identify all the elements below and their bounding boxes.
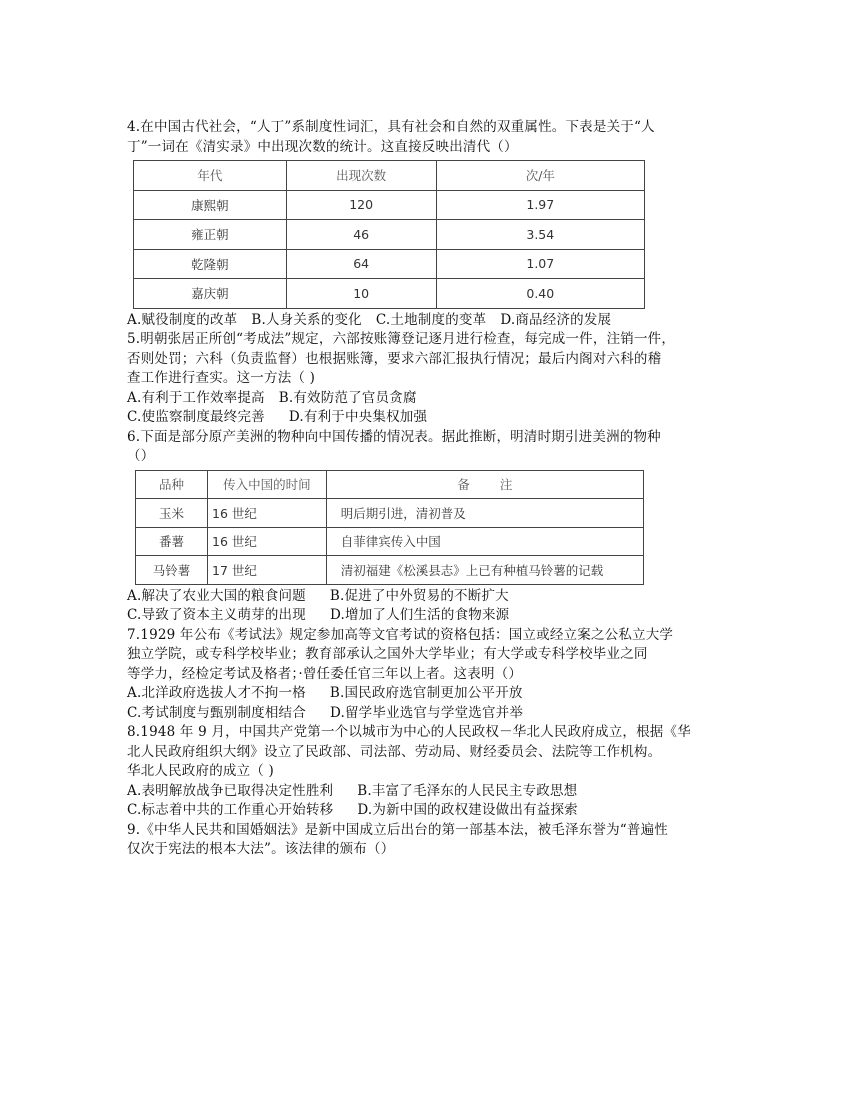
q6-option-c[interactable]: C.导致了资本主义萌芽的出现 [127,607,306,623]
table-row [136,527,644,556]
q7-option-c[interactable]: C.考试制度与甄别制度相结合 [127,704,306,721]
q6-header-time: 传入中国的时间 [208,470,327,499]
q4-option-d[interactable]: D.商品经济的发展 [500,311,612,328]
q6-species-table [135,470,644,585]
q6-cell-time: 16 世纪 [208,499,327,528]
q6-cell-notes: 明后期引进，清初普及 [326,499,643,528]
q6-header-species: 品种 [136,470,208,499]
q9-stem-line-1: 9.《中华人民共和国婚姻法》是新中国成立后出台的第一部基本法，被毛泽东誉为“普遍性 [127,821,668,838]
question-6 [127,428,727,626]
q4-cell-era: 雍正朝 [134,220,287,250]
q8-options-row-2 [127,801,727,821]
question-5 [127,330,727,428]
q6-cell-species: 马铃薯 [136,556,208,585]
exam-page [127,118,727,860]
question-9 [127,821,727,860]
q7-stem-line-2: 独立学院，或专科学校毕业；教育部承认之国外大学毕业；有大学或专科学校毕业之同 [127,646,648,662]
table-row [134,279,645,309]
q5-option-b[interactable]: B.有效防范了官员贪腐 [278,389,417,406]
q6-options-row-1 [127,587,727,607]
q8-stem-line-2: 北人民政府组织大纲》设立了民政部、司法部、劳动局、财经委员会、法院等工作机构。 [127,743,662,760]
q7-stem-line-1: 7.1929 年公布《考试法》规定参加高等文官考试的资格包括：国立或经立案之公私立大学 [127,626,674,643]
q5-option-d[interactable]: D.有利于中央集权加强 [288,409,428,425]
table-row [134,220,645,250]
q4-stem-line-1: 4.在中国古代社会，“人丁”系制度性词汇，具有社会和自然的双重属性。下表是关于“人 [127,119,655,135]
q4-stem-line-2: 丁”一词在《清实录》中出现次数的统计。这直接反映出清代（） [127,138,518,155]
q6-header-notes: 备注 [326,470,643,499]
table-row [134,190,645,220]
q4-cell-rate: 3.54 [436,220,644,250]
q8-option-d[interactable]: D.为新中国的政权建设做出有益探索 [357,802,578,818]
q5-option-c[interactable]: C.使监察制度最终完善 [127,409,265,425]
q8-stem-line-1: 8.1948 年 9 月，中国共产党第一个以城市为中心的人民政权－华北人民政府成立，根据《华 [127,724,691,740]
q4-cell-count: 120 [286,190,436,220]
q6-cell-time: 16 世纪 [208,527,327,556]
q6-cell-species: 玉米 [136,499,208,528]
q6-option-d[interactable]: D.增加了人们生活的食物来源 [329,607,510,623]
q4-cell-era: 嘉庆朝 [134,279,287,309]
table-row [136,499,644,528]
question-8 [127,723,727,821]
q5-option-a[interactable]: A.有利于工作效率提高 [127,389,265,406]
q4-option-b[interactable]: B.人身关系的变化 [251,311,362,328]
q5-options-row-2 [127,408,727,428]
q4-cell-count: 46 [286,220,436,250]
question-7 [127,626,727,724]
q4-cell-count: 64 [286,249,436,279]
q7-option-d[interactable]: D.留学毕业选官与学堂选官并举 [329,704,524,721]
q6-cell-notes: 清初福建《松溪县志》上已有种植马铃薯的记载 [326,556,643,585]
q5-stem-line-1: 5.明朝张居正所创“考成法”规定，六部按账簿登记逐月进行检查，每完成一件，注销一件， [127,331,676,347]
q4-cell-rate: 1.97 [436,190,644,220]
q4-cell-era: 乾隆朝 [134,249,287,279]
q6-options-row-2 [127,606,727,626]
q6-cell-notes: 自菲律宾传入中国 [326,527,643,556]
q8-options-row-1 [127,782,727,802]
q9-stem-line-2: 仅次于宪法的根本大法”。该法律的颁布（） [127,841,395,857]
q4-option-c[interactable]: C.土地制度的变革 [375,311,487,328]
q4-data-table [133,160,645,309]
q5-stem-line-2: 否则处罚；六科（负责监督）也根据账簿，要求六部汇报执行情况；最后内阁对六科的稽 [127,350,662,367]
q4-header-rate: 次/年 [436,161,644,191]
q8-option-c[interactable]: C.标志着中共的工作重心开始转移 [127,802,334,818]
q7-option-a[interactable]: A.北洋政府选拔人才不拘一格 [127,685,306,701]
q4-table-header-row [134,161,645,191]
table-row [136,556,644,585]
q4-header-era: 年代 [134,161,287,191]
q4-options [127,311,727,331]
q7-option-b[interactable]: B.国民政府选官制更加公平开放 [329,685,523,701]
q7-options-row-2 [127,704,727,724]
q4-header-count: 出现次数 [286,161,436,191]
table-row [134,249,645,279]
question-4 [127,118,727,330]
q8-option-a[interactable]: A.表明解放战争已取得决定性胜利 [127,782,334,799]
q6-stem-line-1: 6.下面是部分原产美洲的物种向中国传播的情况表。据此推断，明清时期引进美洲的物种 [127,428,661,445]
q6-option-a[interactable]: A.解决了农业大国的粮食问题 [127,587,306,604]
q8-option-b[interactable]: B.丰富了毛泽东的人民民主专政思想 [357,782,578,799]
q8-stem-line-3: 华北人民政府的成立（ ) [127,763,274,779]
q6-cell-species: 番薯 [136,527,208,556]
q5-options-row-1 [127,389,727,409]
q4-cell-count: 10 [286,279,436,309]
q5-stem-line-3: 查工作进行查实。这一方法（ ) [127,370,316,386]
q4-cell-rate: 1.07 [436,249,644,279]
q4-cell-rate: 0.40 [436,279,644,309]
q4-option-a[interactable]: A.赋役制度的改革 [127,311,238,328]
q4-cell-era: 康熙朝 [134,190,287,220]
q7-stem-line-3: 等学力，经检定考试及格者；·曾任委任官三年以上者。这表明（） [127,665,523,682]
q6-table-header-row [136,470,644,499]
q6-stem-line-2: （） [127,448,155,464]
q6-cell-time: 17 世纪 [208,556,327,585]
q6-option-b[interactable]: B.促进了中外贸易的不断扩大 [329,587,509,604]
q7-options-row-1 [127,684,727,704]
